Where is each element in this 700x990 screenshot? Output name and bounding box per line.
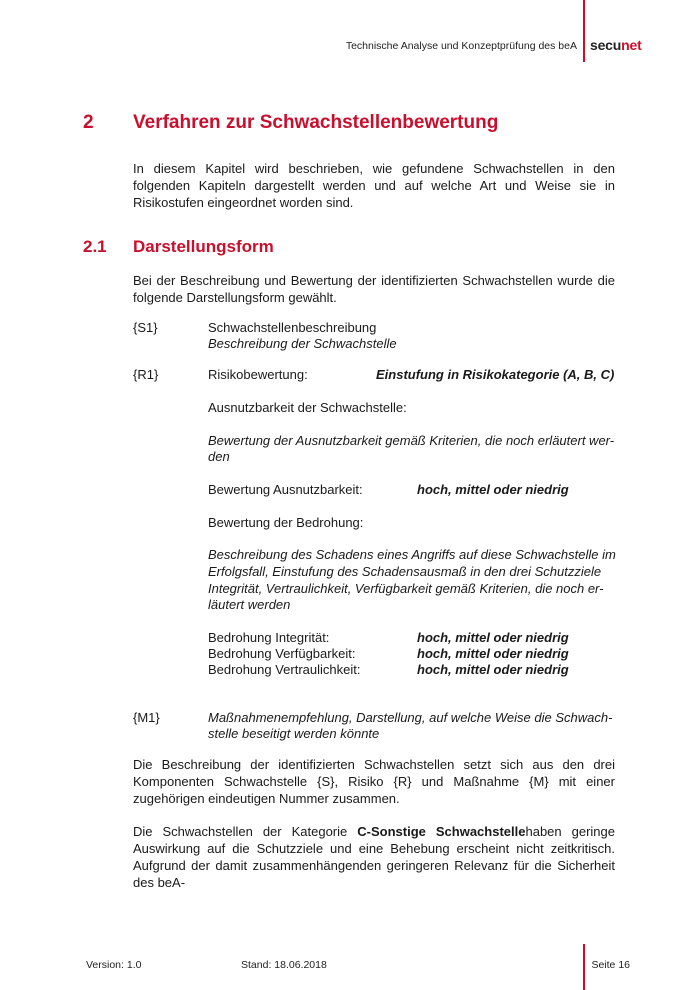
category-c-text-after: haben geringe Auswirkung auf die Schutzziele und eine Behebung erscheint nicht zeitkritisch. Aufgrund der damit zusammenhängenden geringeren Relevanz für die Sicherheit des beA-: [133, 824, 615, 890]
footer-divider: [583, 944, 585, 990]
bedrohung-description-line3: Integrität, Vertraulichkeit, Verfügbarkeit gemäß Kriterien, die noch er-: [208, 581, 604, 596]
header-divider: [583, 0, 585, 62]
category-c-text-before: Die Schwachstellen der Kategorie: [133, 824, 358, 839]
bewertung-ausnutzbarkeit-label: Bewertung Ausnutzbarkeit:: [208, 482, 363, 497]
m1-description-line1: Maßnahmenempfehlung, Darstellung, auf welche Weise die Schwach-: [208, 710, 613, 725]
r1-label: Risikobewertung:: [208, 367, 308, 382]
r1-value: Einstufung in Risikokategorie (A, B, C): [376, 367, 615, 382]
m1-tag: {M1}: [133, 710, 160, 725]
bewertung-ausnutzbarkeit-value: hoch, mittel oder niedrig: [417, 482, 569, 497]
category-c-name: C-Sonstige Schwachstelle: [357, 824, 526, 839]
s1-title: Schwachstellenbeschreibung: [208, 320, 377, 335]
bedrohung-integritaet-value: hoch, mittel oder niedrig: [417, 630, 569, 645]
s1-tag: {S1}: [133, 320, 158, 335]
bedrohung-vertraulichkeit-value: hoch, mittel oder niedrig: [417, 662, 569, 677]
bedrohung-description-line1: Beschreibung des Schadens eines Angriffs auf diese Schwachstelle im: [208, 547, 616, 562]
section-number: 2: [83, 112, 94, 133]
bedrohung-description-line4: läutert werden: [208, 597, 291, 612]
section-intro: In diesem Kapitel wird beschrieben, wie gefundene Schwachstellen in den folgenden Kapiteln dargestellt werden und auf welche Art und Weise sie in Risikostufen eingeordnet worden sind.: [133, 161, 615, 210]
r1-tag: {R1}: [133, 367, 159, 382]
logo-text-part2: net: [621, 37, 642, 53]
ausnutzbarkeit-description-line2: den: [208, 449, 230, 464]
bedrohung-heading: Bewertung der Bedrohung:: [208, 515, 364, 530]
section-title: Verfahren zur Schwachstellenbewertung: [133, 112, 499, 133]
bedrohung-description-line2: Erfolgsfall, Einstufung des Schadensausmaß in den drei Schutzziele: [208, 564, 602, 579]
footer-version: Version: 1.0: [86, 959, 142, 971]
page-number: Seite 16: [591, 959, 630, 971]
bedrohung-verfuegbarkeit-value: hoch, mittel oder niedrig: [417, 646, 569, 661]
components-paragraph: Die Beschreibung der identifizierten Schwachstellen setzt sich aus den drei Komponenten Schwachstelle {S}, Risiko {R} und Maßnahme {M} mit einer zugehörigen eindeutigen Nummer zusammen.: [133, 757, 615, 806]
logo-text-part1: secu: [590, 37, 622, 53]
header-title: Technische Analyse und Konzeptprüfung des beA: [345, 40, 577, 52]
bedrohung-vertraulichkeit-label: Bedrohung Vertraulichkeit:: [208, 662, 361, 677]
bedrohung-verfuegbarkeit-label: Bedrohung Verfügbarkeit:: [208, 646, 356, 661]
footer-date: Stand: 18.06.2018: [241, 959, 327, 971]
s1-description: Beschreibung der Schwachstelle: [208, 336, 397, 351]
category-c-paragraph: [133, 823, 615, 891]
logo: [590, 37, 642, 53]
subsection-intro: Bei der Beschreibung und Bewertung der identifizierten Schwachstellen wurde die folgende Darstellungsform gewählt.: [133, 273, 615, 305]
subsection-number: 2.1: [83, 237, 107, 256]
ausnutzbarkeit-heading: Ausnutzbarkeit der Schwachstelle:: [208, 400, 407, 415]
subsection-title: Darstellungsform: [133, 237, 274, 256]
m1-description-line2: stelle beseitigt werden könnte: [208, 726, 380, 741]
ausnutzbarkeit-description-line1: Bewertung der Ausnutzbarkeit gemäß Kriterien, die noch erläutert wer-: [208, 433, 615, 448]
bedrohung-integritaet-label: Bedrohung Integrität:: [208, 630, 330, 645]
